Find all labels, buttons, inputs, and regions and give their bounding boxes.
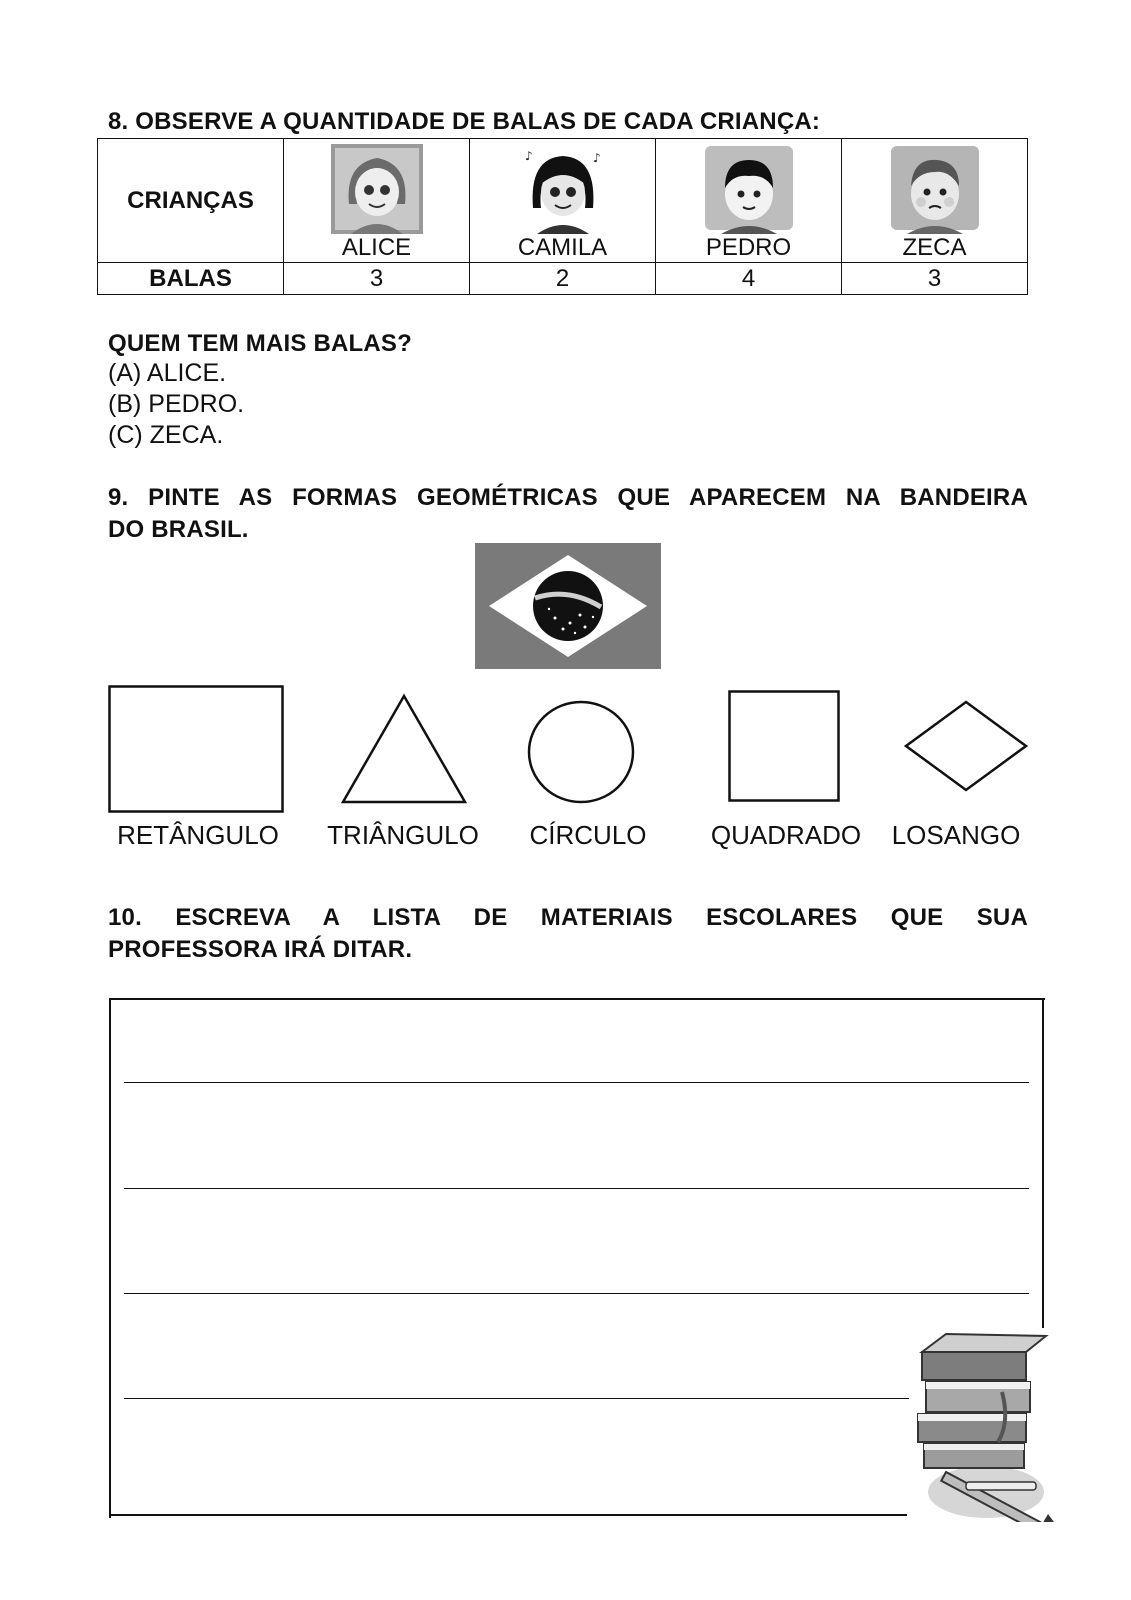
- writing-box-bottom-edge: [109, 1514, 907, 1516]
- option-b[interactable]: (B) PEDRO.: [108, 390, 245, 418]
- q8-options: [108, 358, 244, 451]
- balas-value: 3: [284, 263, 470, 295]
- q9-title-line2: DO BRASIL.: [108, 516, 249, 543]
- q8-title: 8. OBSERVE A QUANTIDADE DE BALAS DE CADA CRIANÇA:: [108, 108, 821, 135]
- writing-line-2[interactable]: [124, 1188, 1029, 1189]
- diamond-shape-icon[interactable]: [904, 700, 1028, 792]
- option-a[interactable]: (A) ALICE.: [108, 359, 227, 387]
- child-cell-alice: [284, 139, 470, 263]
- writing-line-1[interactable]: [124, 1082, 1029, 1083]
- svg-text:♪: ♪: [592, 151, 601, 165]
- balas-value: 4: [656, 263, 842, 295]
- q10-title-line1: 10. ESCREVA A LISTA DE MATERIAIS ESCOLARES QUE SUA: [108, 904, 1028, 931]
- child-name: PEDRO: [705, 234, 792, 261]
- camila-avatar-icon: [517, 144, 609, 234]
- criancas-header: CRIANÇAS: [98, 139, 284, 263]
- writing-box: [109, 998, 1045, 1518]
- shape-label-quadrado: QUADRADO: [710, 820, 862, 850]
- writing-line-4[interactable]: [124, 1398, 909, 1399]
- q10-title-line2: PROFESSORA IRÁ DITAR.: [108, 936, 413, 963]
- q8-question: QUEM TEM MAIS BALAS?: [108, 330, 412, 357]
- triangle-shape-icon[interactable]: [340, 693, 468, 805]
- shape-label-retangulo: RETÂNGULO: [117, 820, 279, 850]
- shape-label-losango: LOSANGO: [891, 820, 1021, 850]
- child-cell-camila: [470, 139, 656, 263]
- children-row: [98, 139, 1028, 263]
- option-c[interactable]: (C) ZECA.: [108, 421, 224, 449]
- balas-row: [98, 263, 1028, 295]
- child-name: ALICE: [341, 234, 412, 261]
- square-shape-icon[interactable]: [728, 690, 840, 802]
- circle-shape-icon[interactable]: [527, 700, 635, 804]
- pedro-avatar-icon: [703, 144, 795, 234]
- balas-value: 3: [842, 263, 1028, 295]
- balas-label: BALAS: [98, 263, 284, 295]
- writing-box-right-edge: [1042, 998, 1044, 1328]
- q9-title-line1: 9. PINTE AS FORMAS GEOMÉTRICAS QUE APARECEM NA BANDEIRA: [108, 484, 1028, 511]
- shape-label-triangulo: TRIÂNGULO: [327, 820, 479, 850]
- shape-label-circulo: CÍRCULO: [529, 820, 647, 850]
- zeca-avatar-icon: [889, 144, 981, 234]
- child-cell-pedro: [656, 139, 842, 263]
- brazil-flag-icon: [475, 543, 661, 669]
- writing-line-3[interactable]: [124, 1293, 1029, 1294]
- alice-avatar-icon: [331, 144, 423, 234]
- child-name: CAMILA: [517, 234, 608, 261]
- child-name: ZECA: [902, 234, 967, 261]
- child-cell-zeca: [842, 139, 1028, 263]
- balas-table: [97, 138, 1028, 295]
- rectangle-shape-icon[interactable]: [108, 685, 284, 813]
- svg-text:♪: ♪: [524, 149, 533, 163]
- books-and-pencil-icon: [906, 1322, 1066, 1522]
- balas-value: 2: [470, 263, 656, 295]
